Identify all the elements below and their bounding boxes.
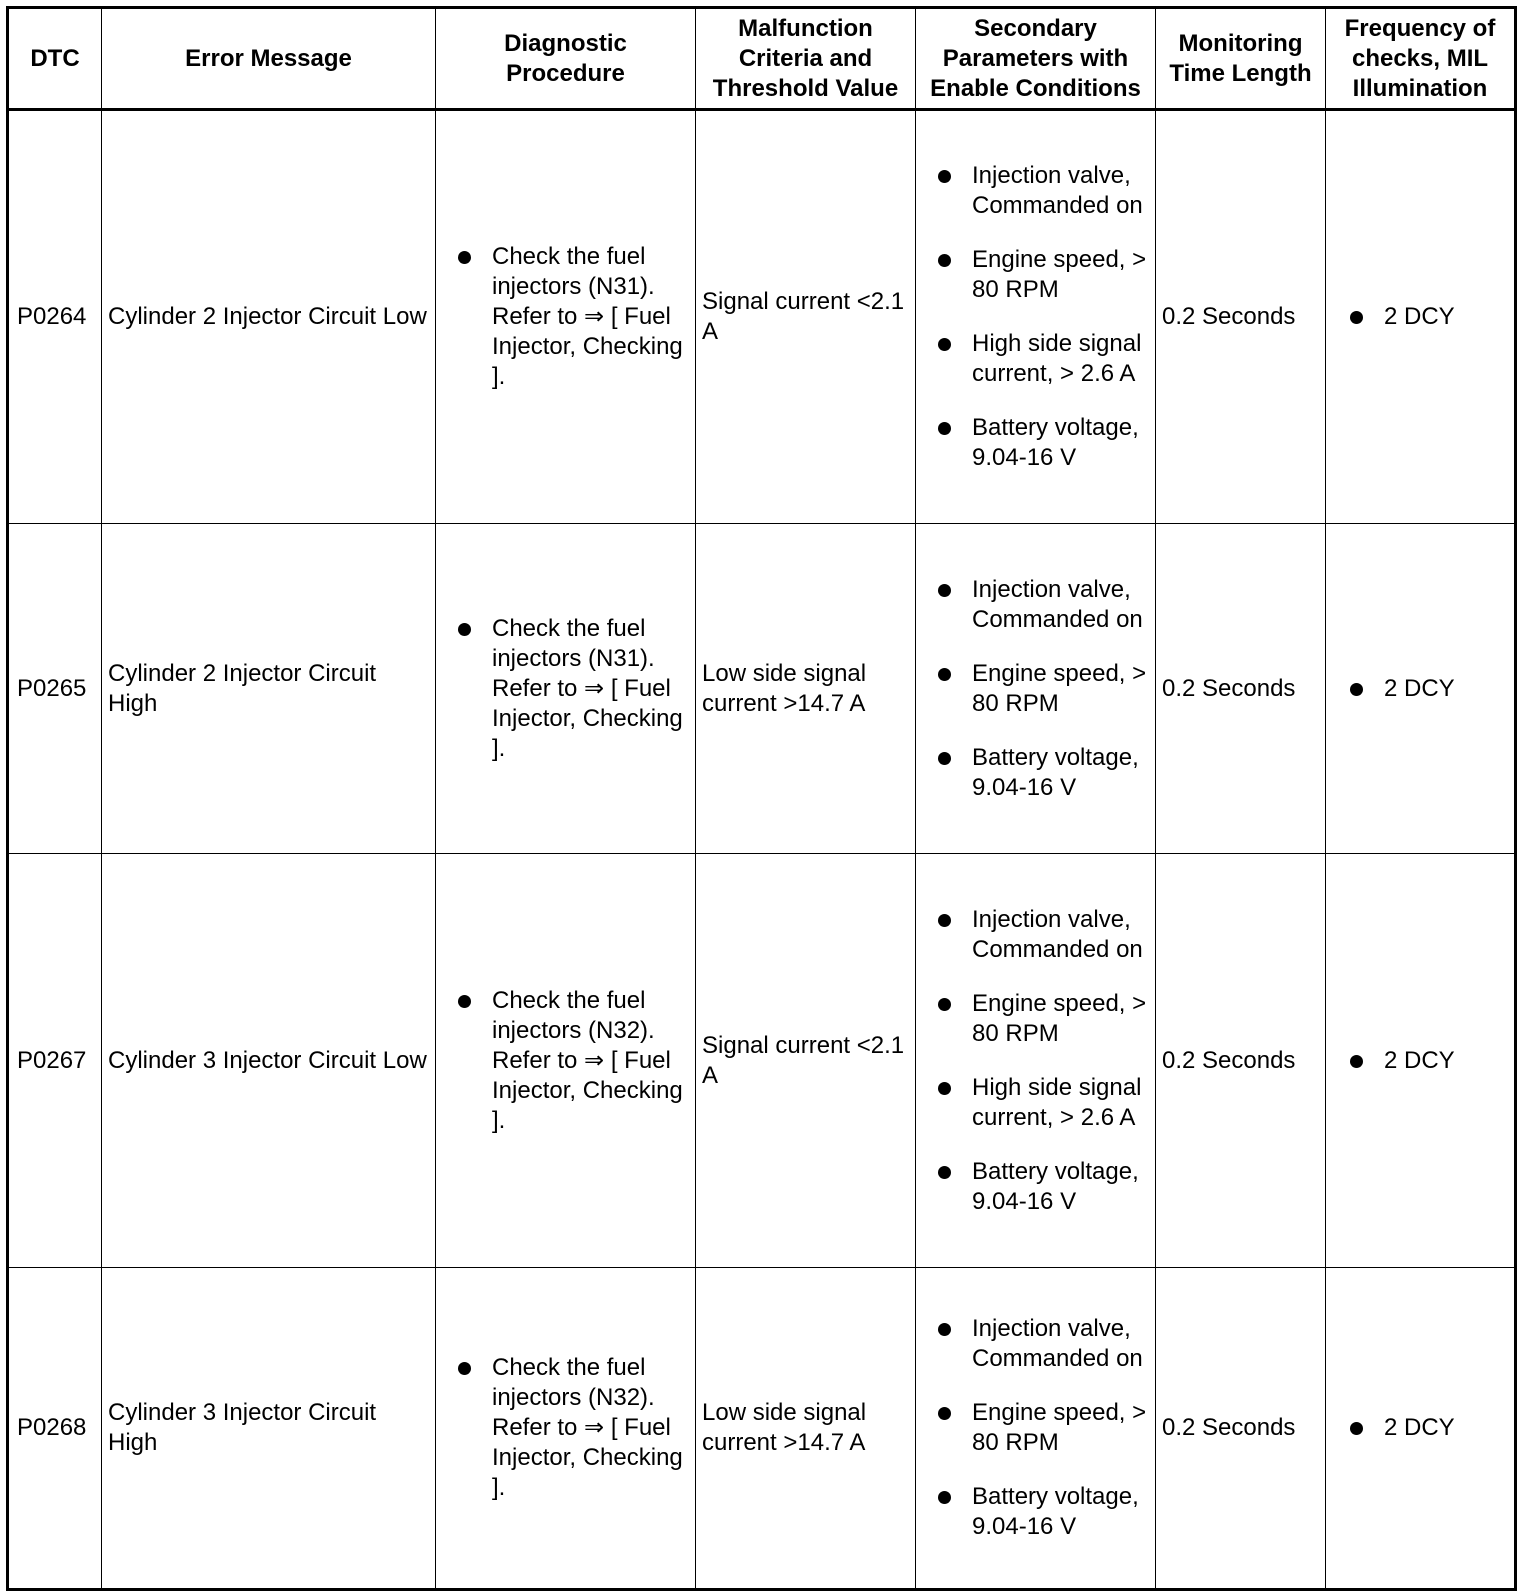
table-row <box>8 1268 1516 1590</box>
diagnostic-procedure <box>436 110 696 524</box>
header-diagnostic-procedure: Diagnostic Procedure <box>436 8 696 110</box>
table-row <box>8 524 1516 854</box>
secondary-parameter-item: Injection valve, Commanded on <box>938 161 1151 221</box>
diagnostic-procedure <box>436 524 696 854</box>
error-message: Cylinder 2 Injector Circuit Low <box>102 110 436 524</box>
frequency <box>1326 1268 1516 1590</box>
error-message: Cylinder 2 Injector Circuit High <box>102 524 436 854</box>
procedure-item: Check the fuel injectors (N31). Refer to ⇒ [ Fuel Injector, Checking ]. <box>458 614 691 764</box>
frequency-item: 2 DCY <box>1350 1413 1514 1443</box>
secondary-parameter-item: Battery voltage, 9.04-16 V <box>938 743 1151 803</box>
header-malfunction-criteria: Malfunction Criteria and Threshold Value <box>696 8 916 110</box>
header-secondary-parameters: Secondary Parameters with Enable Conditions <box>916 8 1156 110</box>
header-row <box>8 8 1516 110</box>
frequency <box>1326 110 1516 524</box>
frequency <box>1326 524 1516 854</box>
procedure-item: Check the fuel injectors (N32). Refer to ⇒ [ Fuel Injector, Checking ]. <box>458 986 691 1136</box>
secondary-parameters <box>916 854 1156 1268</box>
secondary-parameter-item: Injection valve, Commanded on <box>938 1314 1151 1374</box>
secondary-parameter-item: Battery voltage, 9.04-16 V <box>938 413 1151 473</box>
secondary-parameter-item: Engine speed, > 80 RPM <box>938 245 1151 305</box>
dtc-code: P0265 <box>8 524 102 854</box>
monitoring-time: 0.2 Seconds <box>1156 1268 1326 1590</box>
diagnostic-procedure <box>436 854 696 1268</box>
secondary-parameter-item: Battery voltage, 9.04-16 V <box>938 1482 1151 1542</box>
secondary-parameter-item: Engine speed, > 80 RPM <box>938 659 1151 719</box>
secondary-parameters <box>916 1268 1156 1590</box>
monitoring-time: 0.2 Seconds <box>1156 110 1326 524</box>
header-monitoring-time: Monitoring Time Length <box>1156 8 1326 110</box>
dtc-code: P0264 <box>8 110 102 524</box>
diagnostic-procedure <box>436 1268 696 1590</box>
secondary-parameter-item: Engine speed, > 80 RPM <box>938 989 1151 1049</box>
malfunction-criteria: Signal current <2.1 A <box>696 110 916 524</box>
header-dtc: DTC <box>8 8 102 110</box>
secondary-parameter-item: Injection valve, Commanded on <box>938 575 1151 635</box>
secondary-parameters <box>916 524 1156 854</box>
procedure-item: Check the fuel injectors (N32). Refer to ⇒ [ Fuel Injector, Checking ]. <box>458 1353 691 1503</box>
secondary-parameters <box>916 110 1156 524</box>
secondary-parameter-item: High side signal current, > 2.6 A <box>938 329 1151 389</box>
header-error-message: Error Message <box>102 8 436 110</box>
error-message: Cylinder 3 Injector Circuit High <box>102 1268 436 1590</box>
monitoring-time: 0.2 Seconds <box>1156 854 1326 1268</box>
malfunction-criteria: Low side signal current >14.7 A <box>696 524 916 854</box>
malfunction-criteria: Low side signal current >14.7 A <box>696 1268 916 1590</box>
secondary-parameter-item: Injection valve, Commanded on <box>938 905 1151 965</box>
frequency-item: 2 DCY <box>1350 302 1514 332</box>
error-message: Cylinder 3 Injector Circuit Low <box>102 854 436 1268</box>
frequency <box>1326 854 1516 1268</box>
procedure-item: Check the fuel injectors (N31). Refer to ⇒ [ Fuel Injector, Checking ]. <box>458 242 691 392</box>
frequency-item: 2 DCY <box>1350 674 1514 704</box>
malfunction-criteria: Signal current <2.1 A <box>696 854 916 1268</box>
monitoring-time: 0.2 Seconds <box>1156 524 1326 854</box>
table-row <box>8 854 1516 1268</box>
secondary-parameter-item: High side signal current, > 2.6 A <box>938 1073 1151 1133</box>
header-frequency: Frequency of checks, MIL Illumination <box>1326 8 1516 110</box>
table-row <box>8 110 1516 524</box>
dtc-table <box>6 6 1517 1591</box>
frequency-item: 2 DCY <box>1350 1046 1514 1076</box>
secondary-parameter-item: Engine speed, > 80 RPM <box>938 1398 1151 1458</box>
dtc-code: P0268 <box>8 1268 102 1590</box>
secondary-parameter-item: Battery voltage, 9.04-16 V <box>938 1157 1151 1217</box>
dtc-code: P0267 <box>8 854 102 1268</box>
